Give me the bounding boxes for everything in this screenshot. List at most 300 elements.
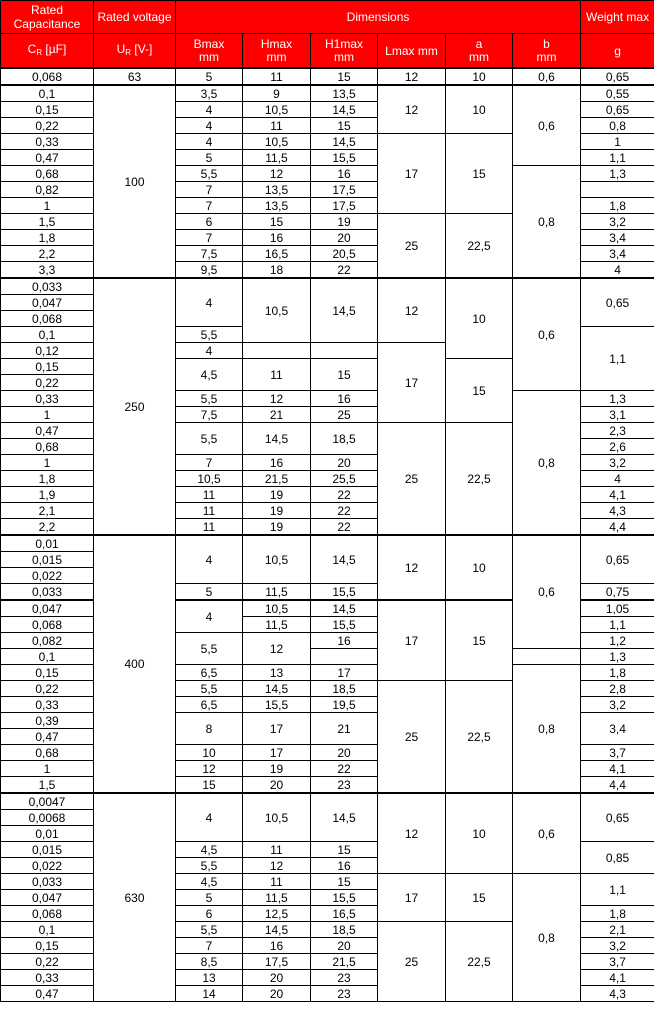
cell-bmax: 7 [176,938,243,954]
cell-hmax: 10,5 [243,134,311,150]
cell-h1max: 19,5 [311,697,378,713]
cell-weight: 0,65 [581,535,654,584]
header-ur: $U_R$ [V-] [94,34,176,69]
header-rated-capacitance: Rated Capacitance [1,1,94,34]
cell-h1max: 20,5 [311,246,378,262]
cell-weight: 1,3 [581,649,654,665]
cell-h1max: 22 [311,262,378,279]
cell-voltage: 630 [94,793,176,1002]
cell-bmax: 10 [176,745,243,761]
cell-lmax: 17 [378,600,446,681]
cell-weight: 0,65 [581,68,654,85]
table-row [1,68,654,85]
table-row [1,535,654,552]
cell-a: 10 [446,85,513,134]
cell-bmax: 4,5 [176,874,243,890]
cell-h1max: 15 [311,359,378,391]
cell-capacitance: 0,47 [1,986,94,1002]
cell-capacitance: 0,22 [1,118,94,134]
cell-bmax: 11 [176,487,243,503]
cell-hmax: 18 [243,262,311,279]
cell-bmax: 4 [176,535,243,584]
cell-capacitance: 0,82 [1,182,94,198]
cell-capacitance: 0,0047 [1,793,94,810]
cell-b [513,649,581,665]
cell-hmax: 11,5 [243,150,311,166]
header-row-1 [1,1,654,34]
cell-bmax: 4,5 [176,842,243,858]
cell-bmax: 7,5 [176,246,243,262]
cell-a: 22,5 [446,922,513,1002]
table-row [1,85,654,102]
cell-capacitance: 0,082 [1,633,94,649]
cell-capacitance: 0,022 [1,858,94,874]
cell-capacitance: 0,1 [1,327,94,343]
cell-h1max: 13,5 [311,85,378,102]
cell-h1max: 18,5 [311,681,378,697]
cell-capacitance: 3,3 [1,262,94,279]
cell-bmax: 7 [176,198,243,214]
cell-bmax: 4 [176,134,243,150]
cell-weight: 0,75 [581,584,654,601]
cell-hmax: 12,5 [243,906,311,922]
cell-h1max: 25 [311,407,378,423]
cell-bmax: 5,5 [176,633,243,665]
cell-h1max: 22 [311,519,378,536]
cell-capacitance: 0,47 [1,150,94,166]
cell-weight: 1,8 [581,198,654,214]
cell-h1max: 14,5 [311,134,378,150]
cell-h1max: 15,5 [311,890,378,906]
cell-weight: 4,1 [581,970,654,986]
cell-bmax: 5,5 [176,858,243,874]
cell-h1max: 15,5 [311,617,378,633]
cell-bmax: 15 [176,777,243,794]
cell-hmax: 11 [243,359,311,391]
cell-b: 0,8 [513,874,581,1002]
cell-capacitance: 0,015 [1,552,94,568]
cell-b: 0,8 [513,391,581,536]
cell-bmax: 5 [176,150,243,166]
cell-weight: 1,2 [581,633,654,649]
cell-capacitance: 0,33 [1,134,94,150]
cell-h1max: 15 [311,874,378,890]
cell-bmax: 5 [176,890,243,906]
cell-h1max: 23 [311,970,378,986]
cell-capacitance: 0,0068 [1,810,94,826]
cell-hmax: 16,5 [243,246,311,262]
cell-capacitance: 0,68 [1,166,94,182]
cell-b: 0,8 [513,166,581,279]
cell-h1max: 16,5 [311,906,378,922]
cell-bmax: 5 [176,584,243,601]
cell-weight: 1,1 [581,617,654,633]
cell-h1max: 21 [311,713,378,745]
cell-bmax: 10,5 [176,471,243,487]
cell-weight: 2,6 [581,439,654,455]
cell-a: 15 [446,359,513,423]
cell-capacitance: 0,01 [1,535,94,552]
cell-h1max: 15 [311,118,378,134]
cell-a: 10 [446,68,513,85]
cell-lmax: 17 [378,874,446,922]
cell-bmax: 7 [176,230,243,246]
cell-weight: 1,1 [581,327,654,391]
cell-bmax: 5,5 [176,166,243,182]
cell-hmax: 16 [243,455,311,471]
table-row [1,278,654,295]
cell-capacitance: 0,033 [1,278,94,295]
cell-weight: 4,1 [581,761,654,777]
cell-hmax: 11 [243,118,311,134]
cell-capacitance: 0,15 [1,938,94,954]
cell-weight: 2,8 [581,681,654,697]
cell-weight: 4,3 [581,986,654,1002]
cell-h1max: 23 [311,777,378,794]
header-g: g [581,34,654,69]
cell-bmax: 7 [176,455,243,471]
cell-capacitance: 0,033 [1,874,94,890]
cell-capacitance: 0,68 [1,439,94,455]
cell-h1max: 16 [311,391,378,407]
cell-weight: 1,8 [581,665,654,681]
cell-capacitance: 0,1 [1,85,94,102]
cell-hmax: 10,5 [243,600,311,617]
cell-capacitance: 2,1 [1,503,94,519]
header-h1max: H1max mm [311,34,378,69]
cell-lmax: 17 [378,343,446,423]
cell-bmax: 8,5 [176,954,243,970]
cell-capacitance: 0,047 [1,600,94,617]
cell-h1max: 20 [311,455,378,471]
cell-h1max: 22 [311,761,378,777]
cell-h1max: 15,5 [311,584,378,601]
cell-capacitance: 0,068 [1,311,94,327]
cell-bmax: 7 [176,182,243,198]
cell-capacitance: 0,015 [1,842,94,858]
cell-bmax: 6,5 [176,697,243,713]
cell-weight: 1,05 [581,600,654,617]
cell-weight: 1,8 [581,906,654,922]
cell-a: 10 [446,535,513,600]
cell-a: 10 [446,793,513,874]
cell-lmax: 12 [378,535,446,600]
cell-weight: 4 [581,471,654,487]
cell-capacitance: 0,068 [1,906,94,922]
cell-hmax: 9 [243,85,311,102]
cell-weight: 0,85 [581,842,654,874]
cell-hmax: 19 [243,519,311,536]
cell-capacitance: 0,068 [1,617,94,633]
cell-weight: 2,1 [581,922,654,938]
cell-hmax: 11 [243,842,311,858]
cell-h1max: 14,5 [311,793,378,842]
cell-capacitance: 0,12 [1,343,94,359]
cell-hmax: 17 [243,713,311,745]
cell-bmax: 11 [176,519,243,536]
cell-lmax: 25 [378,214,446,279]
cell-b: 0,6 [513,535,581,649]
cell-weight: 3,4 [581,713,654,745]
cell-hmax: 19 [243,761,311,777]
cell-capacitance: 0,15 [1,359,94,375]
cell-bmax: 5,5 [176,681,243,697]
cell-lmax: 17 [378,134,446,214]
cell-hmax: 17,5 [243,954,311,970]
cell-h1max [311,343,378,359]
cell-hmax: 14,5 [243,681,311,697]
cell-capacitance: 0,47 [1,729,94,745]
cell-capacitance: 0,1 [1,649,94,665]
cell-bmax: 4 [176,278,243,327]
cell-b: 0,6 [513,278,581,391]
cell-h1max: 17 [311,665,378,681]
cell-hmax: 14,5 [243,922,311,938]
cell-capacitance: 0,1 [1,922,94,938]
cell-h1max: 16 [311,166,378,182]
cell-weight: 3,7 [581,745,654,761]
cell-hmax: 12 [243,391,311,407]
cell-bmax: 6 [176,906,243,922]
cell-lmax: 25 [378,681,446,794]
cell-hmax: 13 [243,665,311,681]
cell-weight: 1,1 [581,874,654,906]
cell-bmax: 11 [176,503,243,519]
cell-weight: 4,4 [581,777,654,794]
cell-hmax: 11,5 [243,617,311,633]
cell-a: 15 [446,134,513,214]
cell-h1max: 15,5 [311,150,378,166]
cell-capacitance: 0,022 [1,568,94,584]
cell-hmax: 20 [243,777,311,794]
cell-hmax: 10,5 [243,278,311,343]
cell-weight: 3,4 [581,230,654,246]
cell-hmax: 12 [243,166,311,182]
cell-hmax: 16 [243,230,311,246]
cell-hmax: 19 [243,487,311,503]
cell-b: 0,8 [513,665,581,794]
cell-weight: 4,3 [581,503,654,519]
cell-capacitance: 1,9 [1,487,94,503]
cell-capacitance: 1,8 [1,230,94,246]
header-bmax: Bmax mm [176,34,243,69]
cell-h1max: 17,5 [311,198,378,214]
cell-bmax: 6,5 [176,665,243,681]
cell-h1max: 23 [311,986,378,1002]
cell-hmax: 20 [243,986,311,1002]
cell-bmax: 6 [176,214,243,230]
cell-weight: 1,3 [581,391,654,407]
cell-voltage: 63 [94,68,176,85]
cell-weight: 0,65 [581,278,654,327]
cell-h1max: 15 [311,68,378,85]
cell-capacitance: 0,068 [1,68,94,85]
cell-capacitance: 2,2 [1,519,94,536]
cell-hmax: 21,5 [243,471,311,487]
header-weight-max: Weight max [581,1,654,34]
cell-capacitance: 0,047 [1,890,94,906]
cell-b: 0,6 [513,68,581,85]
cell-bmax: 4 [176,600,243,633]
cell-bmax: 5,5 [176,922,243,938]
cell-h1max: 14,5 [311,102,378,118]
cell-h1max: 20 [311,938,378,954]
cell-hmax: 14,5 [243,423,311,455]
cell-bmax: 5,5 [176,327,243,343]
cell-a: 22,5 [446,423,513,536]
cell-hmax: 19 [243,503,311,519]
cell-bmax: 7,5 [176,407,243,423]
cell-weight: 0,55 [581,85,654,102]
cell-hmax [243,343,311,359]
cell-capacitance: 0,15 [1,102,94,118]
cell-capacitance: 0,047 [1,295,94,311]
cell-hmax: 11 [243,874,311,890]
cell-h1max: 16 [311,633,378,649]
cell-hmax: 21 [243,407,311,423]
cell-lmax: 12 [378,68,446,85]
cell-weight: 3,4 [581,246,654,262]
cell-weight: 1,3 [581,166,654,182]
cell-hmax: 11 [243,68,311,85]
cell-hmax: 11,5 [243,584,311,601]
cell-bmax: 13 [176,970,243,986]
cell-hmax: 12 [243,633,311,665]
cell-hmax: 13,5 [243,198,311,214]
cell-weight: 4 [581,262,654,279]
cell-weight [581,182,654,198]
header-dimensions: Dimensions [176,1,581,34]
header-lmax: Lmax mm [378,34,446,69]
cell-hmax: 15,5 [243,697,311,713]
cell-weight: 3,2 [581,455,654,471]
cell-weight: 1 [581,134,654,150]
cell-capacitance: 0,39 [1,713,94,729]
cell-hmax: 10,5 [243,102,311,118]
cell-weight: 3,7 [581,954,654,970]
cell-bmax: 12 [176,761,243,777]
cell-bmax: 4 [176,102,243,118]
cell-bmax: 4 [176,343,243,359]
cell-h1max: 25,5 [311,471,378,487]
cell-weight: 1,1 [581,150,654,166]
cell-capacitance: 1 [1,761,94,777]
header-a: a mm [446,34,513,69]
cell-capacitance: 1,8 [1,471,94,487]
cell-hmax: 11,5 [243,890,311,906]
cell-weight: 0,8 [581,118,654,134]
cell-h1max [311,649,378,665]
cell-capacitance: 1,5 [1,214,94,230]
cell-h1max: 15 [311,842,378,858]
table-row [1,793,654,810]
cell-bmax: 5,5 [176,423,243,455]
cell-lmax: 12 [378,278,446,343]
cell-capacitance: 0,15 [1,665,94,681]
cell-bmax: 5 [176,68,243,85]
cell-bmax: 4 [176,118,243,134]
cell-a: 10 [446,278,513,359]
cell-capacitance: 1 [1,455,94,471]
cell-a: 22,5 [446,681,513,794]
cell-capacitance: 0,33 [1,391,94,407]
cell-hmax: 15 [243,214,311,230]
cell-h1max: 14,5 [311,600,378,617]
cell-capacitance: 0,22 [1,375,94,391]
cell-voltage: 400 [94,535,176,793]
cell-capacitance: 1,5 [1,777,94,794]
cell-bmax: 9,5 [176,262,243,279]
cell-weight: 4,1 [581,487,654,503]
cell-h1max: 22 [311,487,378,503]
header-hmax: Hmax mm [243,34,311,69]
cell-h1max: 14,5 [311,278,378,343]
cell-h1max: 21,5 [311,954,378,970]
cell-h1max: 17,5 [311,182,378,198]
cell-hmax: 20 [243,970,311,986]
cell-capacitance: 0,22 [1,954,94,970]
header-rated-voltage: Rated voltage [94,1,176,34]
cell-hmax: 12 [243,858,311,874]
cell-weight: 3,2 [581,938,654,954]
cell-a: 15 [446,600,513,681]
cell-h1max: 14,5 [311,535,378,584]
cell-lmax: 25 [378,922,446,1002]
cell-h1max: 16 [311,858,378,874]
cell-capacitance: 2,2 [1,246,94,262]
cell-lmax: 25 [378,423,446,536]
cell-hmax: 17 [243,745,311,761]
cell-weight: 3,2 [581,697,654,713]
header-cr: $C_R$ [µF] [1,34,94,69]
cell-capacitance: 0,033 [1,584,94,601]
cell-h1max: 19 [311,214,378,230]
cell-bmax: 8 [176,713,243,745]
cell-h1max: 22 [311,503,378,519]
cell-bmax: 14 [176,986,243,1002]
cell-capacitance: 0,22 [1,681,94,697]
cell-lmax: 12 [378,793,446,874]
cell-hmax: 16 [243,938,311,954]
cell-h1max: 18,5 [311,423,378,455]
cell-weight: 0,65 [581,102,654,118]
cell-hmax: 10,5 [243,535,311,584]
header-row-2 [1,34,654,69]
cell-h1max: 20 [311,230,378,246]
cell-weight: 0,65 [581,793,654,842]
cell-weight: 2,3 [581,423,654,439]
cell-capacitance: 0,33 [1,970,94,986]
cell-b: 0,6 [513,793,581,874]
cell-voltage: 100 [94,85,176,278]
cell-bmax: 4 [176,793,243,842]
cell-h1max: 18,5 [311,922,378,938]
cell-weight: 3,1 [581,407,654,423]
cell-weight: 3,2 [581,214,654,230]
cell-b: 0,6 [513,85,581,166]
cell-capacitance: 0,01 [1,826,94,842]
cell-bmax: 4,5 [176,359,243,391]
cell-voltage: 250 [94,278,176,535]
cell-hmax: 13,5 [243,182,311,198]
cell-bmax: 5,5 [176,391,243,407]
cell-a: 15 [446,874,513,922]
cell-lmax: 12 [378,85,446,134]
cell-a: 22,5 [446,214,513,279]
cell-capacitance: 0,47 [1,423,94,439]
cell-weight: 4,4 [581,519,654,536]
cell-h1max: 20 [311,745,378,761]
